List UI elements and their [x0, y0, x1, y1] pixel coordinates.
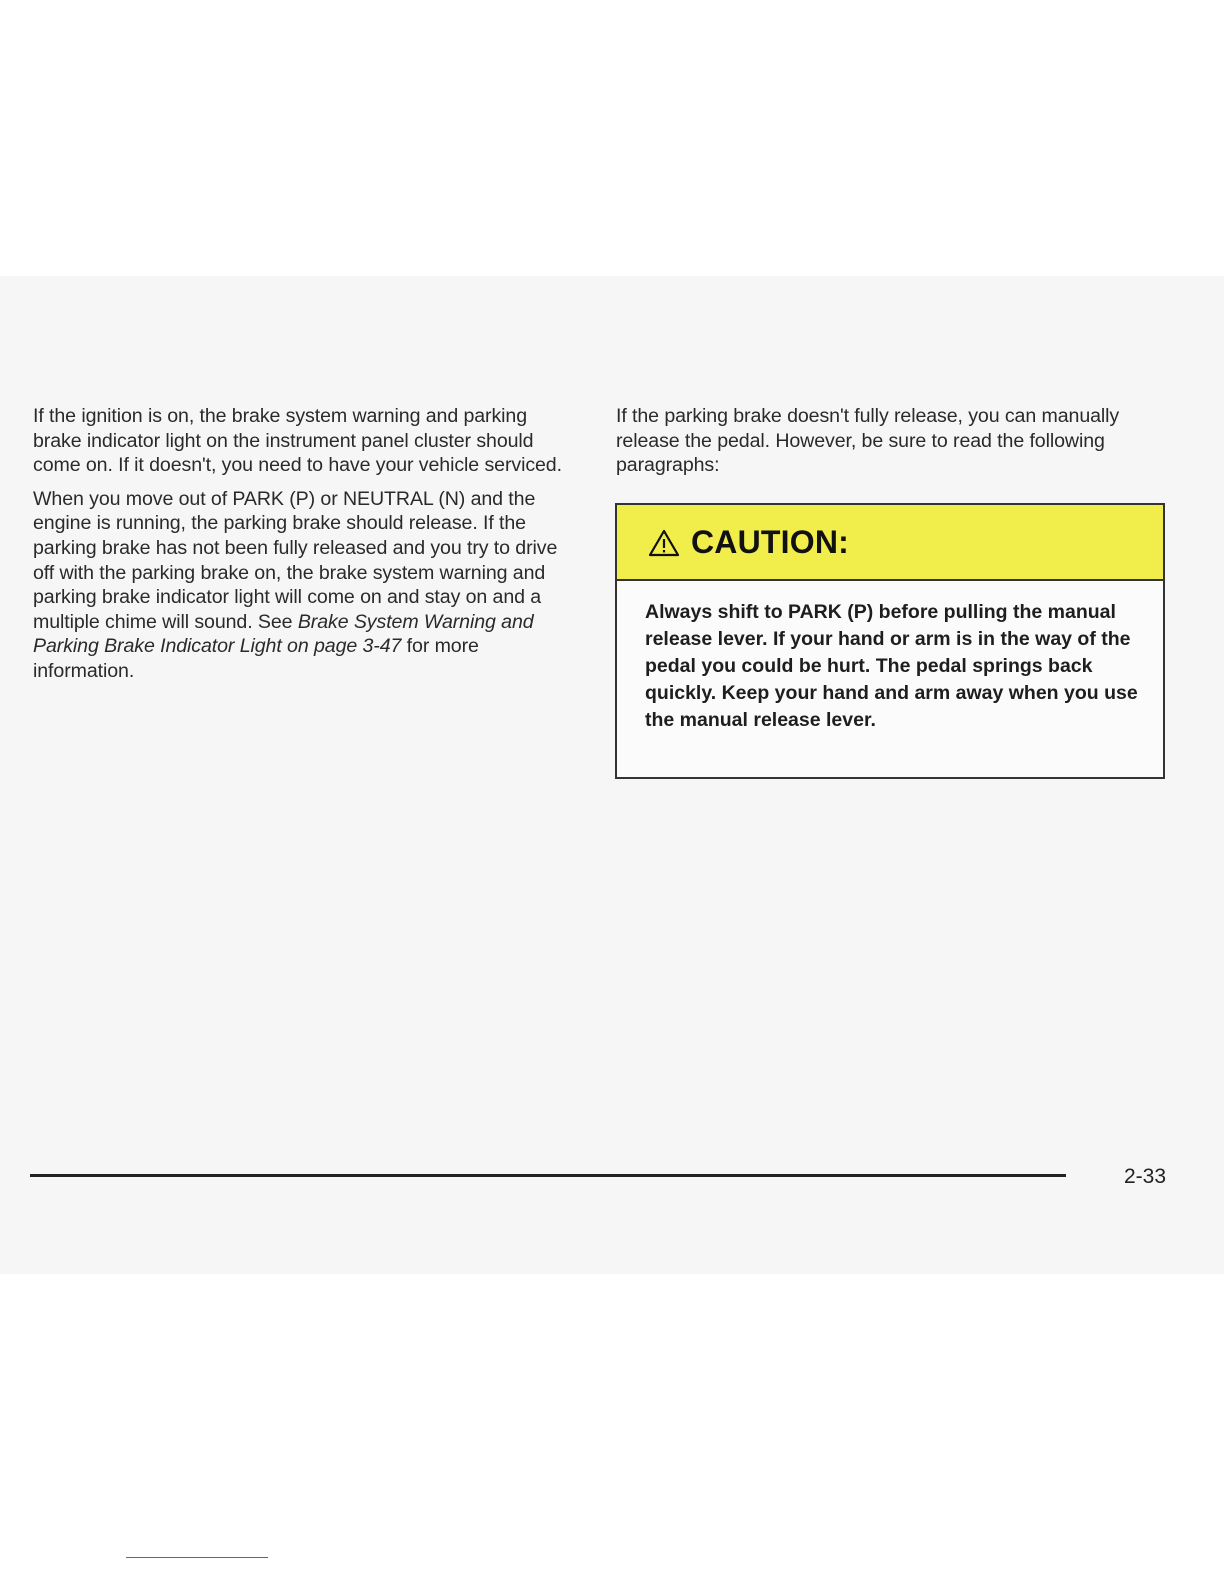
page-number: 2-33 [1124, 1165, 1167, 1188]
cross-reference-link[interactable]: Brake System Warning and Parking Brake Indicator Light on page 3-47 [33, 610, 534, 658]
caution-text: Always shift to PARK (P) before pulling the manual release lever. If your hand or arm is in the way of the pedal you could be hurt. The pedal springs back quickly. Keep your hand and arm away when you use the manual release lever. [645, 601, 1138, 731]
caution-box [615, 503, 1165, 779]
ignition-paragraph: If the ignition is on, the brake system warning and parking brake indicator light on the instrument panel cluster should come on. If it doesn't, you need to have your vehicle serviced. [33, 405, 562, 477]
manual-release-paragraph: If the parking brake doesn't fully release, you can manually release the pedal. However, be sure to read the following paragraphs: [616, 405, 1120, 477]
bottom-link-underline [126, 1557, 268, 1558]
park-release-text: When you move out of PARK (P) or NEUTRAL (N) and the engine is running, the parking brake should release. If the parking brake has not been fully released and you try to drive off with the parking brake on, the brake system warning and parking brake indicator light will come on and stay on and a multiple chime will sound. See [33, 487, 558, 633]
park-release-tail: for more information. [33, 635, 479, 682]
warning-triangle-icon [647, 528, 681, 558]
caution-header [617, 505, 1163, 581]
footer-rule [30, 1174, 1066, 1177]
left-column [33, 404, 578, 693]
caution-title: CAUTION: [691, 523, 850, 560]
right-column [616, 404, 1168, 487]
park-release-paragraph [33, 487, 578, 684]
